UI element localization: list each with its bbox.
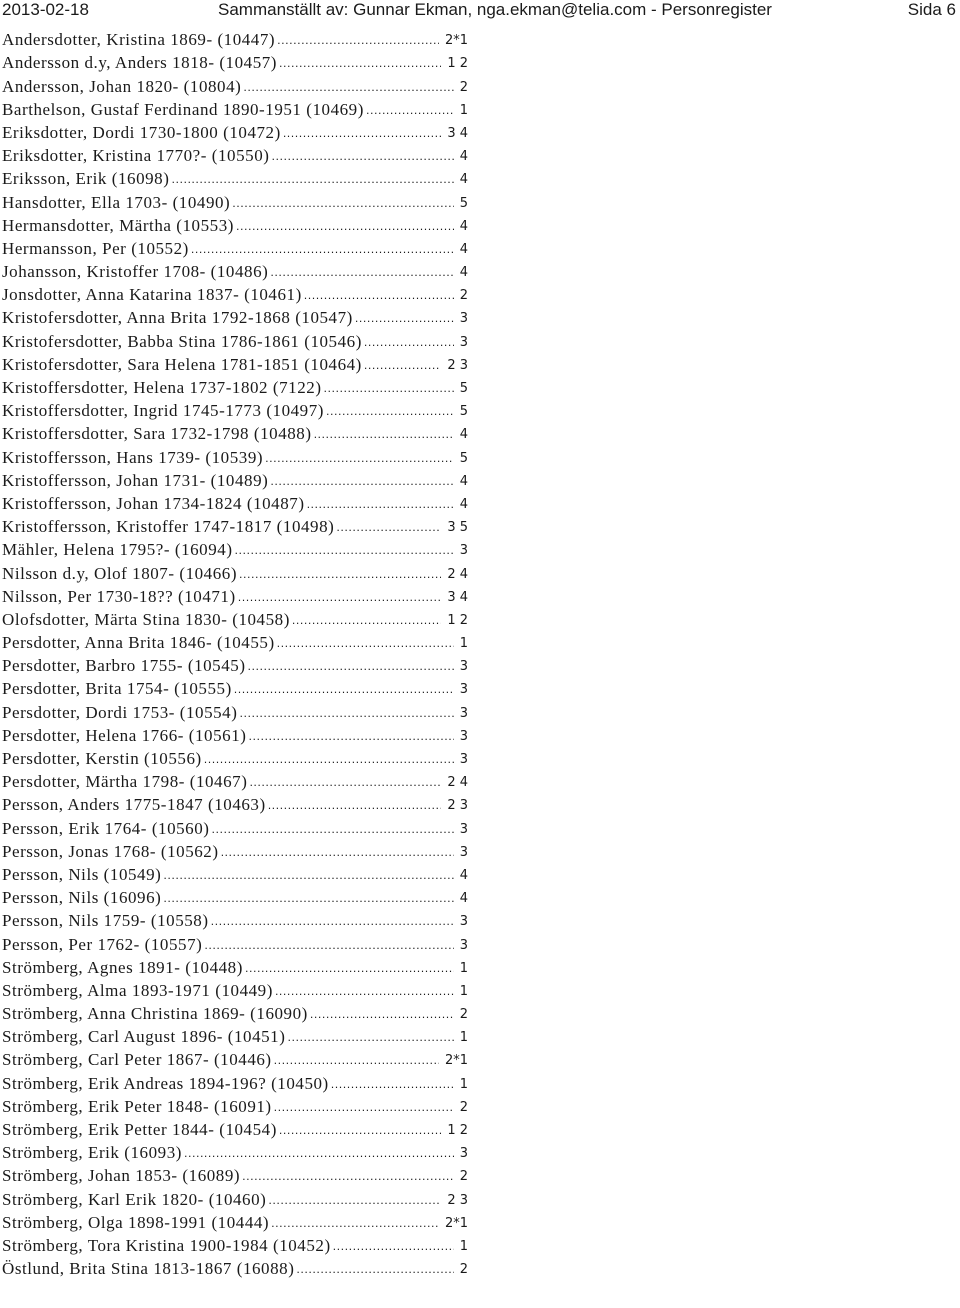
dot-leader [241,79,453,97]
entry-name: Östlund, Brita Stina 1813-1867 (16088) [2,1259,295,1279]
entry-page-refs: 2 4 [447,775,468,791]
entry-page-refs: 5 [459,450,468,466]
index-entry [2,839,468,862]
entry-name: Hermansdotter, Märtha (10553) [2,215,234,235]
entry-name: Strömberg, Olga 1898-1991 (10444) [2,1212,270,1232]
index-entry [2,73,468,96]
dot-leader [275,635,454,653]
index-entry [2,352,468,375]
index-entry [2,1210,468,1233]
dot-leader [294,1261,453,1279]
entry-page-refs: 5 [459,195,468,211]
entry-name: Andersdotter, Kristina 1869- (10447) [2,30,276,50]
entry-name: Persdotter, Brita 1754- (10555) [2,679,232,699]
entry-name: Strömberg, Johan 1853- (16089) [2,1166,241,1186]
index-entry [2,328,468,351]
entry-page-refs: 1 [459,1076,468,1092]
index-entry [2,143,468,166]
index-entry [2,560,468,583]
dot-leader [202,751,454,769]
entry-page-refs: 2 [459,1169,468,1185]
entry-page-refs: 2 3 [447,798,468,814]
entry-name: Kristoffersson, Johan 1734-1824 (10487) [2,493,305,513]
entry-name: Barthelson, Gustaf Ferdinand 1890-1951 (10469) [2,99,364,119]
entry-name: Persdotter, Barbro 1755- (10545) [2,656,246,676]
index-entry [2,885,468,908]
entry-name: Nilsson, Per 1730-18?? (10471) [2,586,236,606]
entry-page-refs: 2 [459,288,468,304]
index-entry [2,1094,468,1117]
dot-leader [324,403,454,421]
entry-page-refs: 3 [459,682,468,698]
entry-page-refs: 3 [459,844,468,860]
entry-page-refs: 2 [459,1262,468,1278]
entry-name: Persdotter, Dordi 1753- (10554) [2,702,238,722]
entry-name: Kristoffersson, Johan 1731- (10489) [2,470,269,490]
dot-leader [273,983,454,1001]
entry-page-refs: 3 [459,311,468,327]
index-entry [2,1233,468,1256]
entry-name: Persson, Jonas 1768- (10562) [2,841,219,861]
entry-page-refs: 2 3 [447,1192,468,1208]
entry-name: Persson, Nils 1759- (10558) [2,911,209,931]
entry-name: Andersson d.y, Anders 1818- (10457) [2,53,278,73]
entry-page-refs: 4 [459,241,468,257]
entry-name: Persson, Erik 1764- (10560) [2,818,210,838]
entry-page-refs: 5 [459,381,468,396]
entry-name: Strömberg, Carl August 1896- (10451) [2,1027,286,1047]
dot-leader [234,218,454,236]
index-entry [2,189,468,212]
dot-leader [246,728,453,746]
entry-page-refs: 4 [459,172,468,188]
dot-leader [331,1238,454,1256]
entry-page-refs: 3 [459,543,468,559]
entry-name: Strömberg, Erik Andreas 1894-196? (10450) [2,1073,329,1093]
person-index-list [2,27,472,1279]
entry-page-refs: 3 [459,914,468,930]
entry-page-refs: 1 [459,636,468,652]
dot-leader [233,542,454,560]
entry-name: Strömberg, Agnes 1891- (10448) [2,957,243,977]
entry-name: Strömberg, Tora Kristina 1900-1984 (10452) [2,1235,331,1255]
dot-leader [277,1122,441,1140]
index-entry [2,815,468,838]
entry-name: Strömberg, Anna Christina 1869- (16090) [2,1004,308,1024]
index-entry [2,1186,468,1209]
dot-leader [272,1099,454,1117]
entry-name: Kristoffersson, Kristoffer 1747-1817 (10498) [2,517,335,537]
entry-name: Kristofersdotter, Anna Brita 1792-1868 (10547) [2,308,353,328]
entry-name: Kristoffersson, Hans 1739- (10539) [2,447,264,467]
index-entry [2,491,468,514]
entry-name: Kristoffersdotter, Ingrid 1745-1773 (10497) [2,401,324,421]
entry-page-refs: 1 [459,1030,468,1046]
dot-leader [266,1192,441,1210]
entry-page-refs: 5 [459,404,468,420]
index-entry [2,398,468,421]
entry-page-refs: 1 [459,983,468,999]
entry-name: Kristoffersdotter, Sara 1732-1798 (10488) [2,424,312,444]
entry-page-refs: 3 4 [447,125,468,141]
index-entry [2,1001,468,1024]
dot-leader [209,913,454,931]
index-entry [2,908,468,931]
entry-page-refs: 1 [459,102,468,118]
entry-name: Persson, Per 1762- (10557) [2,934,203,954]
index-entry [2,50,468,73]
entry-name: Jonsdotter, Anna Katarina 1837- (10461) [2,285,302,305]
entry-page-refs: 3 [459,937,468,953]
dot-leader [210,821,454,839]
entry-page-refs: 3 [459,334,468,350]
index-entry [2,282,468,305]
index-entry [2,792,468,815]
entry-name: Andersson, Johan 1820- (10804) [2,76,242,96]
dot-leader [237,566,441,584]
entry-page-refs: 3 5 [447,520,468,536]
entry-page-refs: 4 [459,891,468,907]
page-header [0,0,960,26]
entry-page-refs: 3 [459,752,468,767]
dot-leader [219,844,454,862]
dot-leader [364,102,454,120]
entry-name: Kristoffersdotter, Helena 1737-1802 (7122) [2,378,322,397]
entry-page-refs: 3 4 [447,589,468,605]
dot-leader [182,1145,454,1163]
dot-leader [236,589,442,607]
dot-leader [263,450,454,468]
index-entry [2,166,468,189]
entry-name: Kristofersdotter, Babba Stina 1786-1861 (10546) [2,331,362,351]
index-entry [2,375,468,398]
index-entry [2,955,468,978]
entry-name: Strömberg, Erik (16093) [2,1143,182,1163]
entry-name: Persson, Nils (16096) [2,888,162,908]
entry-name: Persdotter, Anna Brita 1846- (10455) [2,633,275,653]
entry-page-refs: 3 [459,821,468,837]
index-entry [2,97,468,120]
entry-page-refs: 2 [459,1099,468,1115]
dot-leader [269,148,453,166]
dot-leader [202,937,453,955]
entry-name: Eriksdotter, Kristina 1770?- (10550) [2,146,270,166]
entry-page-refs: 1 [459,1238,468,1254]
dot-leader [189,241,454,259]
index-entry [2,1047,468,1070]
entry-name: Persson, Nils (10549) [2,864,162,884]
entry-page-refs: 1 2 [447,1123,468,1138]
index-entry [2,514,468,537]
index-entry [2,584,468,607]
dot-leader [272,1052,439,1070]
dot-leader [302,287,454,305]
dot-leader [362,334,454,352]
dot-leader [169,171,453,189]
entry-page-refs: 3 [459,705,468,721]
index-entry [2,421,468,444]
index-entry [2,978,468,1001]
entry-page-refs: 4 [459,473,468,489]
entry-page-refs: 2*1 [444,1053,468,1069]
entry-name: Johansson, Kristoffer 1708- (10486) [2,262,269,282]
dot-leader [240,1168,454,1186]
entry-name: Nilsson d.y, Olof 1807- (10466) [2,563,238,583]
dot-leader [277,55,441,73]
entry-name: Strömberg, Erik Petter 1844- (10454) [2,1120,277,1139]
dot-leader [237,705,453,723]
dot-leader [243,960,454,978]
entry-page-refs: 2*1 [444,1215,468,1231]
entry-page-refs: 2 3 [447,357,468,373]
entry-name: Kristofersdotter, Sara Helena 1781-1851 (10464) [2,354,362,374]
dot-leader [308,1006,454,1024]
index-entry [2,1117,468,1140]
entry-page-refs: 4 [459,218,468,234]
index-entry [2,236,468,259]
entry-page-refs: 3 [459,659,468,675]
index-entry [2,653,468,676]
entry-page-refs: 4 [459,149,468,165]
index-entry [2,1256,468,1279]
entry-name: Eriksson, Erik (16098) [2,169,170,189]
index-entry [2,120,468,143]
index-entry [2,931,468,954]
index-entry [2,213,468,236]
index-entry [2,676,468,699]
index-entry [2,1024,468,1047]
dot-leader [329,1076,454,1094]
dot-leader [247,774,441,792]
entry-name: Strömberg, Alma 1893-1971 (10449) [2,980,273,1000]
entry-name: Strömberg, Carl Peter 1867- (10446) [2,1050,272,1070]
entry-name: Strömberg, Erik Peter 1848- (16091) [2,1096,272,1116]
dot-leader [281,125,442,143]
entry-page-refs: 1 2 [447,56,468,72]
header-page-number: Sida 6 [907,0,956,19]
dot-leader [268,264,453,282]
dot-leader [285,1029,453,1047]
entry-page-refs: 3 [459,1146,468,1162]
index-entry [2,862,468,885]
index-entry [2,1140,468,1163]
entry-page-refs: 4 [459,427,468,443]
dot-leader [161,867,453,885]
dot-leader [290,612,441,630]
dot-leader [362,357,441,375]
dot-leader [334,519,441,537]
entry-name: Persdotter, Märtha 1798- (10467) [2,772,248,792]
entry-page-refs: 2*1 [444,33,468,49]
index-entry [2,746,468,769]
index-entry [2,699,468,722]
index-entry [2,27,468,50]
dot-leader [266,797,442,815]
entry-page-refs: 3 [459,728,468,744]
dot-leader [230,195,453,213]
entry-name: Persdotter, Kerstin (10556) [2,749,202,768]
entry-page-refs: 2 [459,79,468,95]
entry-name: Mähler, Helena 1795?- (16094) [2,540,233,560]
dot-leader [353,310,454,328]
dot-leader [161,890,453,908]
entry-page-refs: 2 4 [447,566,468,582]
entry-name: Persson, Anders 1775-1847 (10463) [2,795,266,815]
dot-leader [305,496,454,514]
index-entry [2,607,468,630]
entry-name: Strömberg, Karl Erik 1820- (10460) [2,1189,267,1209]
dot-leader [269,1215,439,1233]
index-entry [2,1163,468,1186]
index-entry [2,630,468,653]
entry-page-refs: 1 2 [447,612,468,628]
entry-page-refs: 4 [459,496,468,512]
dot-leader [268,473,453,491]
header-title: Sammanställt av: Gunnar Ekman, nga.ekman@telia.com - Personregister [218,0,772,19]
index-entry [2,444,468,467]
entry-name: Eriksdotter, Dordi 1730-1800 (10472) [2,122,281,142]
dot-leader [232,681,454,699]
index-entry [2,305,468,328]
index-entry [2,769,468,792]
entry-name: Persdotter, Helena 1766- (10561) [2,725,247,745]
index-entry [2,723,468,746]
entry-name: Hansdotter, Ella 1703- (10490) [2,192,231,212]
index-entry [2,468,468,491]
index-entry [2,1070,468,1093]
dot-leader [312,426,454,444]
entry-page-refs: 4 [459,867,468,883]
header-date: 2013-02-18 [2,0,89,19]
dot-leader [246,658,454,676]
entry-page-refs: 2 [459,1007,468,1023]
entry-name: Hermansson, Per (10552) [2,238,189,258]
entry-name: Olofsdotter, Märta Stina 1830- (10458) [2,609,290,629]
index-entry [2,537,468,560]
dot-leader [275,32,439,50]
entry-page-refs: 4 [459,265,468,281]
index-entry [2,259,468,282]
entry-page-refs: 1 [459,960,468,976]
dot-leader [322,380,454,398]
